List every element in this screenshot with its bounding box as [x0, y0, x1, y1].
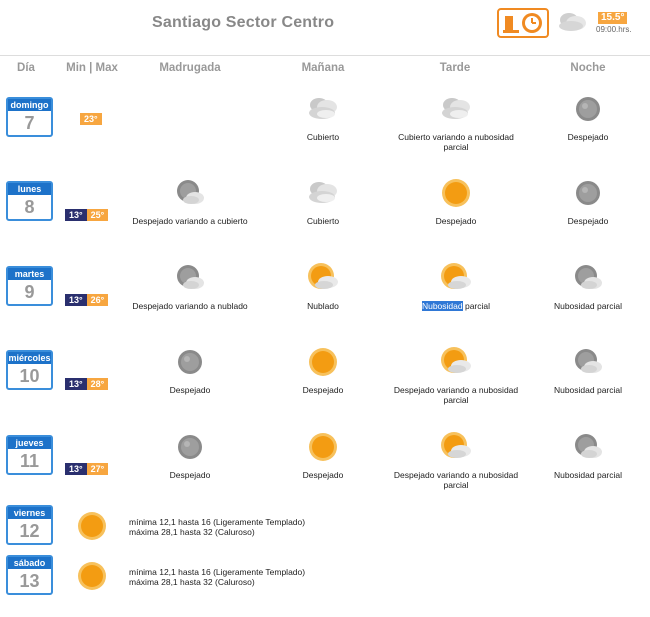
day-name: sábado [8, 557, 51, 569]
clock-icon[interactable] [497, 8, 549, 38]
day-box [6, 505, 53, 545]
moon-cloud-icon [173, 261, 207, 295]
col-header-manana: Mañana [301, 62, 345, 74]
day-number: 12 [19, 521, 40, 541]
day-name: domingo [8, 99, 51, 111]
cloud-icon [557, 8, 587, 34]
min-max [80, 113, 102, 125]
sun-icon [72, 506, 112, 546]
forecast-text: Despejado variando a cubierto [132, 216, 248, 226]
range-min: mínima 12,1 hasta 16 (Ligeramente Templado) [129, 567, 306, 577]
sun-cloud-icon [306, 261, 340, 295]
day-number: 8 [24, 197, 35, 217]
moon-cloud-icon [571, 345, 605, 379]
min-max [65, 294, 108, 306]
forecast-text: Nubosidad parcial [553, 385, 623, 395]
sun-icon [306, 345, 340, 379]
forecast-cell-manana [258, 92, 388, 142]
sun-icon [439, 176, 473, 210]
highlighted-text: Nubosidad [421, 301, 463, 311]
sun-cloud-icon [439, 345, 473, 379]
forecast-cell-noche [523, 345, 650, 395]
col-header-dia: Día [17, 62, 35, 74]
day-name: viernes [8, 507, 51, 519]
forecast-cell-madrugada [125, 345, 255, 395]
temp-max: 26° [87, 294, 109, 306]
range-max: máxima 28,1 hasta 32 (Caluroso) [129, 527, 255, 537]
day-box [6, 266, 53, 306]
forecast-text: Cubierto [306, 132, 340, 142]
min-max [65, 463, 108, 475]
temp-min: 13° [65, 463, 87, 475]
sun-icon [72, 556, 112, 596]
forecast-text: Despejado variando a nublado [132, 301, 248, 311]
forecast-cell-madrugada [125, 430, 255, 480]
sun-cloud-icon [439, 261, 473, 295]
forecast-text: Despejado variando a nubosidad parcial [393, 470, 519, 490]
forecast-cell-tarde [391, 92, 521, 152]
min-max [65, 209, 108, 221]
col-header-madrugada: Madrugada [159, 62, 221, 74]
day-number: 10 [19, 366, 40, 386]
sun-cloud-icon [439, 430, 473, 464]
day-box [6, 350, 53, 390]
current-time: 09:00.hrs. [596, 25, 632, 34]
day-number: 11 [19, 451, 40, 471]
current-temp-badge: 15.5° [598, 12, 627, 24]
forecast-cell-noche [523, 430, 650, 480]
forecast-cell-tarde [391, 261, 521, 311]
forecast-cell-tarde [391, 345, 521, 405]
col-header-noche: Noche [570, 62, 606, 74]
day-box [6, 97, 53, 137]
forecast-text: Despejado [169, 470, 211, 480]
temp-max: 27° [87, 463, 109, 475]
moon-icon [571, 92, 605, 126]
temp-max: 23° [80, 113, 102, 125]
moon-cloud-icon [571, 430, 605, 464]
moon-icon [173, 430, 207, 464]
moon-icon [173, 345, 207, 379]
page-header [0, 0, 650, 56]
min-max [65, 378, 108, 390]
cloud-icon [306, 92, 340, 126]
day-box [6, 181, 53, 221]
day-name: miércoles [8, 353, 51, 363]
day-box [6, 555, 53, 595]
forecast-cell-madrugada [125, 261, 255, 311]
range-min: mínima 12,1 hasta 16 (Ligeramente Templado) [129, 517, 306, 527]
day-name: martes [8, 268, 51, 280]
forecast-cell-noche [523, 92, 650, 142]
forecast-cell-noche [523, 176, 650, 226]
forecast-text: Despejado [169, 385, 211, 395]
day-number: 9 [24, 282, 35, 302]
moon-cloud-icon [173, 176, 207, 210]
cloud-icon [439, 92, 473, 126]
sun-icon [306, 430, 340, 464]
temp-min: 13° [65, 209, 87, 221]
forecast-text-rest: parcial [462, 301, 491, 311]
day-number: 13 [19, 571, 40, 591]
forecast-text: Despejado [567, 132, 609, 142]
forecast-text: Cubierto variando a nubosidad parcial [398, 132, 514, 152]
moon-icon [571, 176, 605, 210]
forecast-text: Despejado [435, 216, 477, 226]
forecast-cell-madrugada [125, 176, 255, 226]
forecast-text: Despejado [302, 470, 344, 480]
moon-cloud-icon [571, 261, 605, 295]
temp-min: 13° [65, 378, 87, 390]
forecast-cell-noche [523, 261, 650, 311]
forecast-text [391, 301, 521, 311]
forecast-cell-manana [258, 261, 388, 311]
forecast-cell-manana [258, 176, 388, 226]
range-max: máxima 28,1 hasta 32 (Caluroso) [129, 577, 255, 587]
temp-max: 25° [87, 209, 109, 221]
forecast-text: Nubosidad parcial [553, 470, 623, 480]
col-header-minmax: Min | Max [66, 62, 118, 74]
forecast-cell-tarde [391, 430, 521, 490]
forecast-cell-manana [258, 345, 388, 395]
forecast-text: Nubosidad parcial [553, 301, 623, 311]
temp-max: 28° [87, 378, 109, 390]
cloud-icon [306, 176, 340, 210]
forecast-cell-tarde [391, 176, 521, 226]
temp-min: 13° [65, 294, 87, 306]
day-name: lunes [8, 183, 51, 195]
forecast-cell-manana [258, 430, 388, 480]
day-box [6, 435, 53, 475]
forecast-text: Cubierto [306, 216, 340, 226]
day-number: 7 [24, 113, 35, 133]
page-title: Santiago Sector Centro [152, 14, 335, 31]
forecast-text: Despejado [302, 385, 344, 395]
forecast-text: Despejado [567, 216, 609, 226]
day-name: jueves [8, 437, 51, 449]
col-header-tarde: Tarde [439, 62, 471, 74]
forecast-text: Nublado [307, 301, 339, 311]
forecast-text: Despejado variando a nubosidad parcial [393, 385, 519, 405]
